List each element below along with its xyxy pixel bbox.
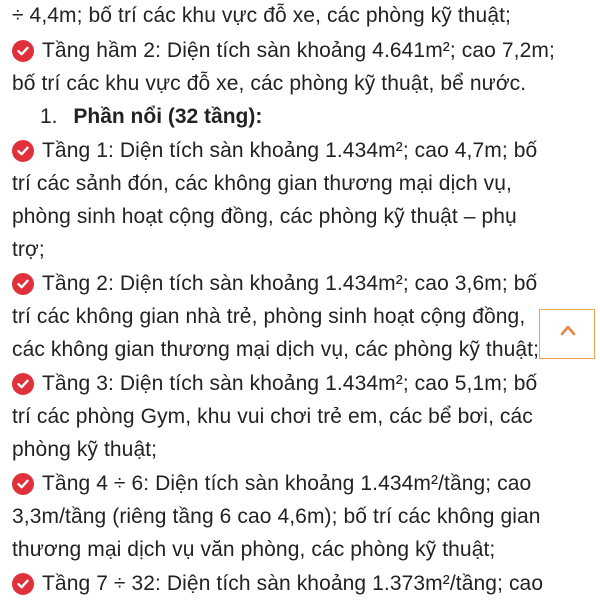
text-line: bố trí các khu vực đỗ xe, các phòng kỹ thuật, bể nước. <box>12 72 527 95</box>
text-line: Tầng hầm 2: Diện tích sàn khoảng 4.641m²; cao 7,2m; <box>42 39 555 62</box>
text-line: trí các không gian nhà trẻ, phòng sinh hoạt cộng đồng, <box>12 305 526 328</box>
text-line: Tầng 3: Diện tích sàn khoảng 1.434m²; cao 5,1m; bố <box>42 372 538 395</box>
check-circle-icon <box>12 373 34 395</box>
scroll-to-top-button[interactable] <box>539 309 595 359</box>
heading-text: Phần nổi (32 tầng): <box>73 105 263 128</box>
heading-number: 1. <box>40 105 58 128</box>
check-circle-icon <box>12 273 34 295</box>
text-line: thương mại dịch vụ văn phòng, các phòng kỹ thuật; <box>12 538 496 561</box>
text-line: trí các phòng Gym, khu vui chơi trẻ em, các bể bơi, các <box>12 405 533 428</box>
text-line: Tầng 7 ÷ 32: Diện tích sàn khoảng 1.373m²/tầng; cao <box>42 572 544 595</box>
text-line: Tầng 2: Diện tích sàn khoảng 1.434m²; cao 3,6m; bố <box>42 272 538 295</box>
check-circle-icon <box>12 473 34 495</box>
text-line: Tầng 4 ÷ 6: Diện tích sàn khoảng 1.434m²/tầng; cao <box>42 472 532 495</box>
check-circle-icon <box>12 140 34 162</box>
check-circle-icon <box>12 573 34 595</box>
chevron-up-icon <box>560 324 576 336</box>
text-line: Tầng 1: Diện tích sàn khoảng 1.434m²; cao 4,7m; bố <box>42 139 538 162</box>
text-line: phòng sinh hoạt cộng đồng, các phòng kỹ thuật – phụ <box>12 205 517 228</box>
text-line: 3,3m/tầng (riêng tầng 6 cao 4,6m); bố trí các không gian <box>12 505 541 528</box>
text-line: các không gian thương mại dịch vụ, các phòng kỹ thuật; <box>12 338 540 361</box>
text-line: trí các sảnh đón, các không gian thương mại dịch vụ, <box>12 172 512 195</box>
check-circle-icon <box>12 40 34 62</box>
text-line: ÷ 4,4m; bố trí các khu vực đỗ xe, các phòng kỹ thuật; <box>12 4 511 27</box>
section-heading <box>40 104 262 130</box>
text-line: trợ; <box>12 238 45 261</box>
text-line: phòng kỹ thuật; <box>12 438 158 461</box>
